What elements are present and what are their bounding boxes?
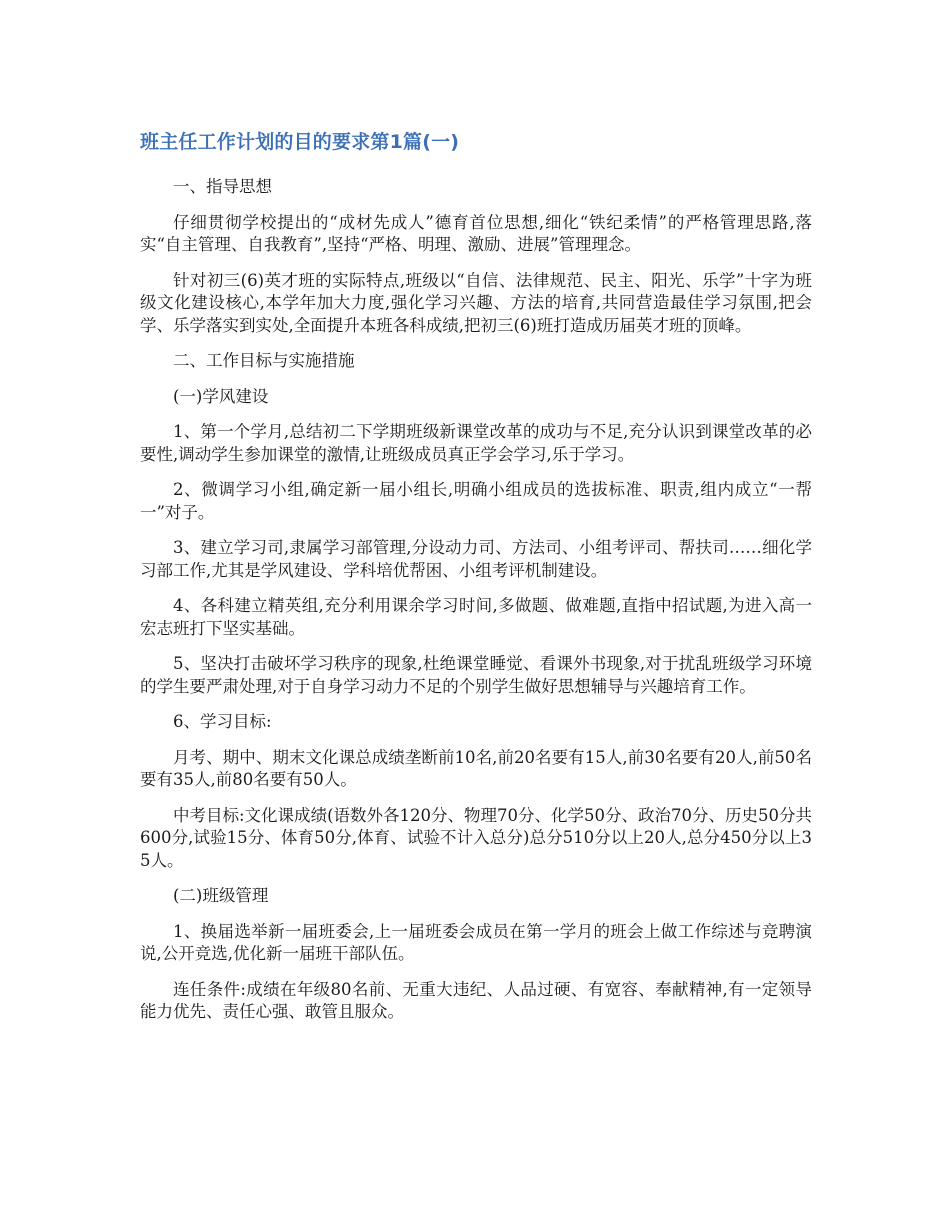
- list-item: 1、第一个学月,总结初二下学期班级新课堂改革的成功与不足,充分认识到课堂改革的必要性,调动学生参加课堂的激情,让班级成员真正学会学习,乐于学习。: [140, 422, 812, 464]
- section-heading-guiding-ideology: 一、指导思想: [173, 177, 272, 196]
- section-heading-goals-measures: 二、工作目标与实施措施: [173, 351, 355, 370]
- document-body: [140, 128, 812, 1037]
- paragraph: 月考、期中、期末文化课总成绩垄断前10名,前20名要有15人,前30名要有20人,前50名要有35人,前80名要有50人。: [140, 747, 812, 789]
- subsection-heading-class-management: (二)班级管理: [173, 886, 269, 905]
- paragraph: 连任条件:成绩在年级80名前、无重大违纪、人品过硬、有宽容、奉献精神,有一定领导能力优先、责任心强、敢管且服众。: [140, 979, 812, 1021]
- paragraph: 仔细贯彻学校提出的“成材先成人”德育首位思想,细化“铁纪柔情”的严格管理思路,落实“自主管理、自我教育”,坚持“严格、明理、激励、进展”管理理念。: [140, 212, 812, 254]
- list-item: 4、各科建立精英组,充分利用课余学习时间,多做题、做难题,直指中招试题,为进入高一宏志班打下坚实基础。: [140, 596, 812, 638]
- list-item: 1、换届选举新一届班委会,上一届班委会成员在第一学月的班会上做工作综述与竞聘演说,公开竞选,优化新一届班干部队伍。: [140, 921, 812, 963]
- list-item: 6、学习目标:: [173, 712, 272, 731]
- subsection-heading-study-style: (一)学风建设: [173, 386, 269, 406]
- document-title: 班主任工作计划的目的要求第1篇(一): [140, 131, 460, 153]
- list-item: 5、坚决打击破坏学习秩序的现象,杜绝课堂睡觉、看课外书现象,对于扰乱班级学习环境的学生要严肃处理,对于自身学习动力不足的个别学生做好思想辅导与兴趣培育工作。: [140, 654, 812, 696]
- list-item: 2、微调学习小组,确定新一届小组长,明确小组成员的选拔标准、职责,组内成立“一帮一”对子。: [140, 480, 812, 522]
- list-item: 3、建立学习司,隶属学习部管理,分设动力司、方法司、小组考评司、帮扶司……细化学习部工作,尤其是学风建设、学科培优帮困、小组考评机制建设。: [140, 538, 812, 580]
- paragraph: 中考目标:文化课成绩(语数外各120分、物理70分、化学50分、政治70分、历史50分共600分,试验15分、体育50分,体育、试验不计入总分)总分510分以上20人,总分450分以上35人。: [140, 805, 812, 870]
- paragraph: 针对初三(6)英才班的实际特点,班级以“自信、法律规范、民主、阳光、乐学”十字为班级文化建设核心,本学年加大力度,强化学习兴趣、方法的培育,共同营造最佳学习氛围,把会学、乐学落实到实处,全面提升本班各科成绩,把初三(6)班打造成历届英才班的顶峰。: [140, 270, 812, 335]
